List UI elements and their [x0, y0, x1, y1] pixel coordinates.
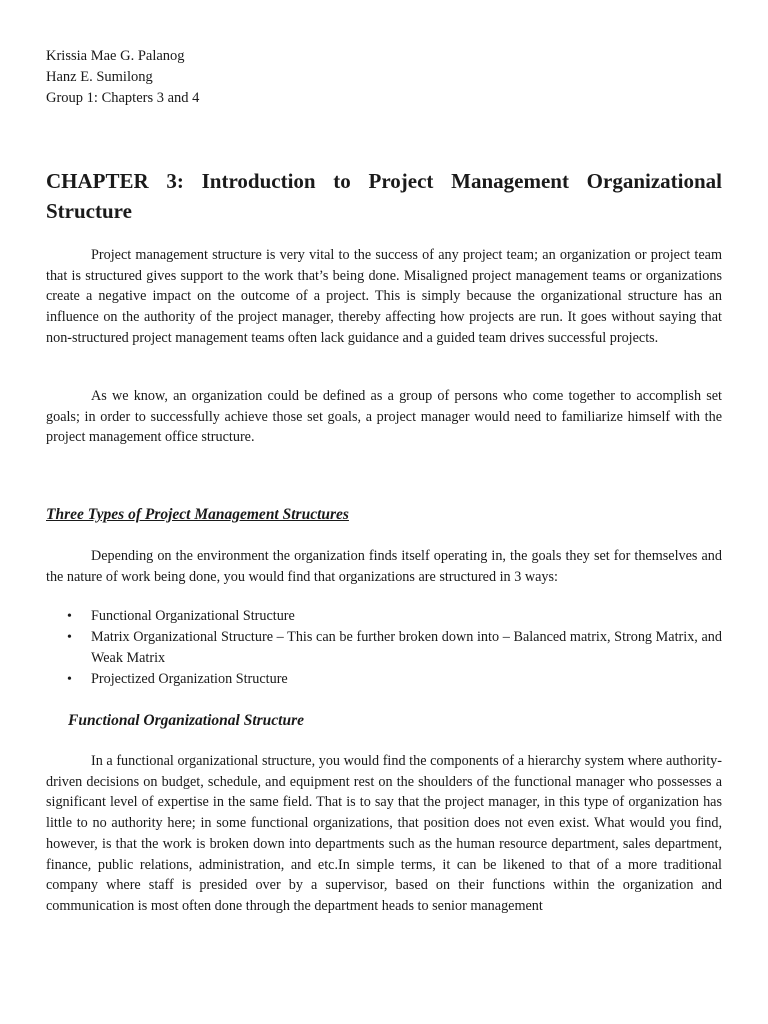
chapter-title: CHAPTER 3: Introduction to Project Management Organizational Structure	[46, 169, 722, 223]
author-name: Hanz E. Sumilong	[46, 69, 153, 85]
author-name: Krissia Mae G. Palanog	[46, 48, 185, 64]
list-item-text: Matrix Organizational Structure – This can be further broken down into – Balanced matrix, Strong Matrix, and Weak Matrix	[91, 629, 722, 666]
author-block	[46, 46, 199, 109]
list-item	[46, 669, 722, 690]
section-title: Three Types of Project Management Structures	[46, 506, 349, 523]
group-label: Group 1: Chapters 3 and 4	[46, 90, 200, 106]
list-item	[46, 627, 722, 669]
paragraph-functional: In a functional organizational structure, you would find the components of a hierarchy system where authority-driven decisions on budget, schedule, and equipment rest on the shoulders of the functional manager who possesses a significant level of expertise in the same field. That is to say that the project manager, in this type of organization has little to no authority here; in some functional organizations, that position does not even exist. What would you find, however, is that the work is broken down into departments such as the human resource department, sales department, finance, public relations, administration, and etc.In simple terms, it can be likened to that of a more traditional company where staff is presided over by a supervisor, based on their functions within the organization and communication is most often done through the department heads to senior management	[46, 753, 722, 914]
paragraph-definition: As we know, an organization could be defined as a group of persons who come together to accomplish set goals; in order to successfully achieve those set goals, a project manager would need to familiarize himself with the project management office structure.	[46, 388, 722, 446]
paragraph-intro: Project management structure is very vital to the success of any project team; an organization or project team that is structured gives support to the work that’s being done. Misaligned project management teams or organizations create a negative impact on the outcome of a project. This is simply because the organizational structure has an influence on the authority of the project manager, thereby affecting how projects are run. It goes without saying that non-structured project management teams often lack guidance and a guided team drives successful projects.	[46, 247, 722, 346]
list-item-text: Functional Organizational Structure	[91, 608, 295, 624]
list-item	[46, 606, 722, 627]
bullet-icon: •	[67, 630, 72, 645]
bullet-icon: •	[67, 609, 72, 624]
subsection-title: Functional Organizational Structure	[68, 712, 305, 729]
bullet-list	[46, 606, 722, 690]
paragraph-types-intro: Depending on the environment the organization finds itself operating in, the goals they set for themselves and the nature of work being done, you would find that organizations are structured in 3 ways:	[46, 548, 722, 585]
bullet-icon: •	[67, 672, 72, 687]
list-item-text: Projectized Organization Structure	[91, 671, 288, 687]
